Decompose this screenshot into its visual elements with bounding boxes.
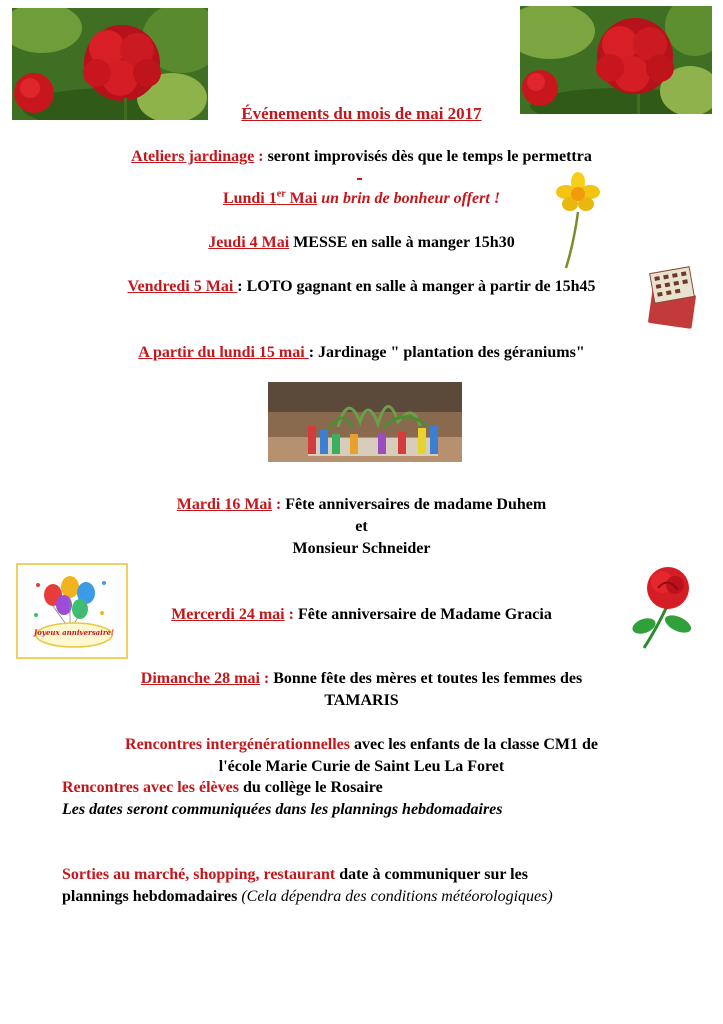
sorties-line: [62, 865, 702, 885]
rencontres2-label: Rencontres avec les élèves: [62, 779, 239, 796]
mercredi-label: Mercerdi 24 mai: [171, 606, 285, 623]
dimanche-sep: :: [259, 670, 274, 687]
dimanche-line2: TAMARIS: [324, 692, 399, 709]
mardi-text: Fête anniversaires de madame Duhem: [285, 496, 547, 513]
dimanche-text: Bonne fête des mères et toutes les femmes des: [273, 670, 583, 687]
apartir-text: : Jardinage " plantation des géraniums": [308, 344, 585, 361]
vendredi-text: : LOTO gagnant en salle à manger à partir de 15h45: [237, 278, 596, 295]
ateliers-line: [0, 147, 723, 167]
sorties-line2-text: plannings hebdomadaires: [62, 888, 238, 905]
mardi-sep: :: [271, 496, 286, 513]
rose-icon: [628, 564, 694, 650]
rencontres1-label: Rencontres intergénérationnelles: [125, 736, 351, 753]
lundi-label: Lundi 1er Mai: [222, 188, 318, 207]
vendredi-line: [0, 277, 723, 297]
page-title: Événements du mois de mai 2017: [241, 104, 482, 123]
lundi-text: un brin de bonheur offert !: [317, 190, 501, 207]
mercredi-line: [0, 605, 723, 625]
small-dash: [357, 178, 362, 180]
loto-cards-icon: [646, 262, 698, 330]
mardi-label: Mardi 16 Mai: [176, 496, 272, 513]
jeudi-text: MESSE en salle à manger 15h30: [289, 234, 515, 251]
sorties-note: (Cela dépendra des conditions météorologiques): [241, 888, 553, 905]
rencontres2-line: [62, 778, 702, 798]
vendredi-label: Vendredi 5 Mai: [127, 278, 238, 295]
daffodil-icon: [556, 172, 600, 270]
birthday-card-text: Joyeux anniversaire!: [33, 628, 115, 637]
sorties-label: Sorties au marché, shopping, restaurant: [62, 866, 336, 883]
apartir-line: [0, 343, 723, 363]
mercredi-text: Fête anniversaire de Madame Gracia: [297, 606, 552, 623]
dates-note: Les dates seront communiquées dans les plannings hebdomadaires: [62, 801, 503, 818]
mardi-et: et: [355, 518, 368, 535]
ateliers-label: Ateliers jardinage: [131, 148, 255, 165]
mardi-line: [0, 495, 723, 515]
geranium-photo-right: [520, 6, 712, 114]
jeudi-line: [0, 233, 723, 253]
dimanche-label: Dimanche 28 mai: [140, 670, 260, 687]
ateliers-text: seront improvisés dès que le temps le permettra: [267, 148, 592, 165]
mercredi-sep: :: [284, 606, 298, 623]
planter-photo: [268, 382, 462, 462]
ateliers-sep: :: [254, 148, 268, 165]
rencontres1-line: [0, 735, 723, 755]
rencontres2-text: du collège le Rosaire: [238, 779, 383, 796]
dimanche-line: [0, 669, 723, 689]
sorties-line2: [62, 887, 702, 907]
mardi-line3: Monsieur Schneider: [292, 540, 431, 557]
apartir-label: A partir du lundi 15 mai: [138, 344, 309, 361]
jeudi-label: Jeudi 4 Mai: [208, 234, 290, 251]
rencontres1-text: avec les enfants de la classe CM1 de: [350, 736, 598, 753]
lundi-line: [0, 189, 723, 209]
rencontres1-line2: l'école Marie Curie de Saint Leu La Foret: [218, 758, 505, 775]
sorties-text: date à communiquer sur les: [335, 866, 528, 883]
